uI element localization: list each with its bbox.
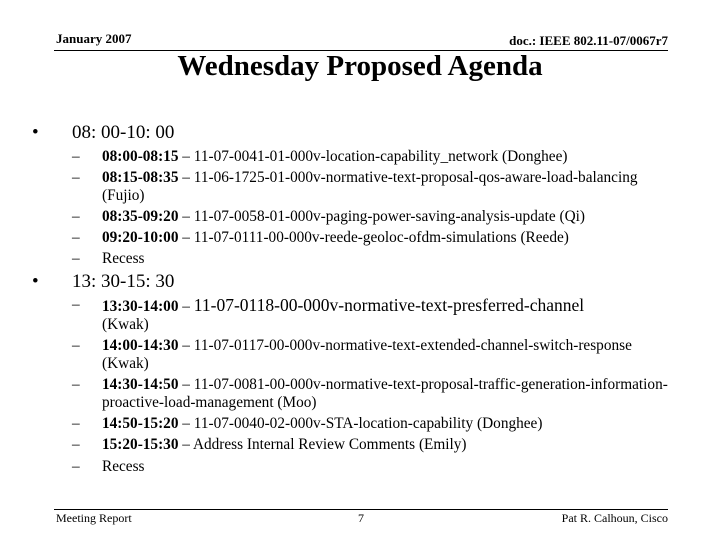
item-time: 08:00-08:15 xyxy=(102,148,179,165)
dash-icon: – xyxy=(72,229,80,246)
section-time: 13: 30-15: 30 xyxy=(72,271,175,292)
header-date: January 2007 xyxy=(56,31,132,46)
item-separator: – xyxy=(178,298,194,315)
item-time: 14:30-14:50 xyxy=(102,376,179,393)
item-text: Address Internal Review Comments (Emily) xyxy=(192,436,467,453)
dash-icon: – xyxy=(72,458,80,475)
item-time: 08:35-09:20 xyxy=(102,208,179,225)
item-time: 09:20-10:00 xyxy=(102,229,179,246)
item-time: 14:00-14:30 xyxy=(102,337,179,354)
item-separator: – xyxy=(178,337,194,354)
bullet-icon: • xyxy=(32,122,39,143)
item-time: 15:20-15:30 xyxy=(102,436,179,453)
dash-icon: – xyxy=(72,148,80,165)
item-text: 11-07-0058-01-000v-paging-power-saving-analysis-update (Qi) xyxy=(193,208,585,225)
item-text: Recess xyxy=(102,458,145,475)
bullet-icon: • xyxy=(32,271,39,292)
item-text-large: 11-07-0118-00-000v-normative-text-presferred-channel xyxy=(193,295,585,315)
dash-icon: – xyxy=(72,436,80,453)
page-number: 7 xyxy=(358,511,364,525)
item-text: 11-07-0117-00-000v-normative-text-extended-channel-switch-response (Kwak) xyxy=(102,337,632,372)
item-time: 13:30-14:00 xyxy=(102,298,179,315)
page-title: Wednesday Proposed Agenda xyxy=(177,50,543,82)
item-time: 14:50-15:20 xyxy=(102,415,179,432)
item-separator: – xyxy=(178,436,193,453)
dash-icon: – xyxy=(72,337,80,354)
header-doc-id: doc.: IEEE 802.11-07/0067r7 xyxy=(509,33,668,48)
item-separator: – xyxy=(178,229,194,246)
item-separator: – xyxy=(178,415,194,432)
dash-icon: – xyxy=(72,415,80,432)
item-text: 11-07-0111-00-000v-reede-geoloc-ofdm-simulations (Reede) xyxy=(193,229,569,246)
item-separator: – xyxy=(178,169,194,186)
item-text: Recess xyxy=(102,250,145,267)
dash-icon: – xyxy=(72,169,80,186)
item-separator: – xyxy=(178,208,194,225)
dash-icon: – xyxy=(72,296,80,313)
item-text: 11-07-0041-01-000v-location-capability_network (Donghee) xyxy=(193,148,568,165)
item-separator: – xyxy=(178,376,194,393)
item-text: (Kwak) xyxy=(102,316,149,333)
item-separator: – xyxy=(178,148,194,165)
item-time: 08:15-08:35 xyxy=(102,169,179,186)
dash-icon: – xyxy=(72,250,80,267)
footer-divider xyxy=(54,509,668,510)
item-text: 11-06-1725-01-000v-normative-text-proposal-qos-aware-load-balancing (Fujio) xyxy=(102,169,638,204)
dash-icon: – xyxy=(72,208,80,225)
item-text: 11-07-0040-02-000v-STA-location-capability (Donghee) xyxy=(193,415,543,432)
footer-left-text: Meeting Report xyxy=(56,511,132,525)
dash-icon: – xyxy=(72,376,80,393)
item-text: 11-07-0081-00-000v-normative-text-proposal-traffic-generation-information-proactive-load-management (Moo) xyxy=(102,376,668,411)
footer-author: Pat R. Calhoun, Cisco xyxy=(561,511,668,525)
section-time: 08: 00-10: 00 xyxy=(72,122,175,143)
